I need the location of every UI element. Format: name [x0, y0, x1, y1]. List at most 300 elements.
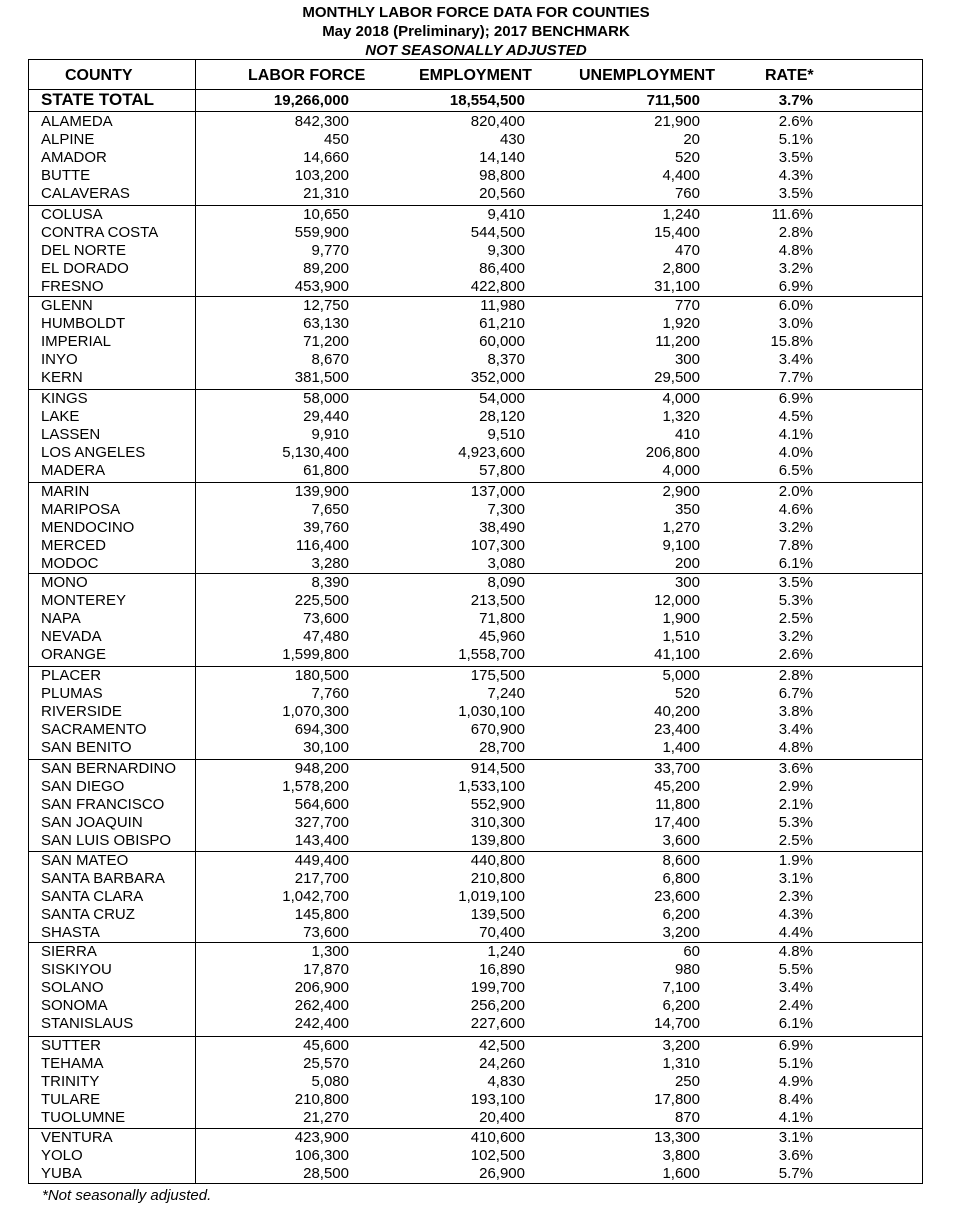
cell-county: TRINITY — [41, 1073, 100, 1091]
cell-county: SUTTER — [41, 1037, 101, 1054]
cell-county: TULARE — [41, 1091, 101, 1109]
cell-employment: 4,830 — [487, 1073, 525, 1091]
cell-rate: 15.8% — [770, 333, 813, 351]
cell-rate: 4.4% — [778, 924, 813, 942]
cell-labor-force: 9,770 — [311, 242, 349, 260]
cell-labor-force: 1,599,800 — [282, 646, 349, 664]
cell-rate: 4.6% — [778, 501, 813, 519]
cell-labor-force: 564,600 — [294, 796, 349, 814]
cell-rate: 6.7% — [778, 685, 813, 703]
cell-rate: 3.4% — [778, 979, 813, 997]
cell-labor-force: 17,870 — [303, 961, 349, 979]
cell-unemployment: 13,300 — [654, 1129, 700, 1146]
cell-unemployment: 40,200 — [654, 703, 700, 721]
column-divider — [195, 60, 196, 1183]
cell-unemployment: 1,600 — [662, 1165, 700, 1183]
state-total-labor-force: 19,266,000 — [273, 92, 349, 109]
cell-employment: 914,500 — [470, 760, 525, 777]
cell-county: SAN BERNARDINO — [41, 760, 177, 777]
cell-employment: 256,200 — [470, 997, 525, 1015]
cell-unemployment: 1,320 — [662, 408, 700, 426]
cell-labor-force: 7,650 — [311, 501, 349, 519]
cell-unemployment: 6,200 — [662, 906, 700, 924]
cell-rate: 4.8% — [778, 943, 813, 960]
cell-employment: 86,400 — [479, 260, 525, 278]
cell-unemployment: 200 — [674, 555, 700, 573]
cell-employment: 102,500 — [470, 1147, 525, 1165]
cell-labor-force: 242,400 — [294, 1015, 349, 1033]
cell-county: SAN JOAQUIN — [41, 814, 143, 832]
cell-county: ALAMEDA — [41, 113, 113, 130]
cell-rate: 2.5% — [778, 610, 813, 628]
cell-employment: 7,240 — [487, 685, 525, 703]
cell-labor-force: 73,600 — [303, 924, 349, 942]
cell-labor-force: 8,670 — [311, 351, 349, 369]
cell-employment: 422,800 — [470, 278, 525, 296]
cell-employment: 139,800 — [470, 832, 525, 850]
cell-employment: 4,923,600 — [458, 444, 525, 462]
cell-rate: 3.4% — [778, 721, 813, 739]
cell-labor-force: 14,660 — [303, 149, 349, 167]
cell-rate: 5.1% — [778, 1055, 813, 1073]
cell-employment: 175,500 — [470, 667, 525, 684]
cell-rate: 5.3% — [778, 814, 813, 832]
cell-rate: 4.1% — [778, 426, 813, 444]
cell-rate: 4.9% — [778, 1073, 813, 1091]
cell-unemployment: 870 — [674, 1109, 700, 1127]
cell-county: NAPA — [41, 610, 81, 628]
cell-employment: 11,980 — [480, 297, 525, 314]
cell-employment: 1,030,100 — [458, 703, 525, 721]
cell-unemployment: 300 — [674, 351, 700, 369]
cell-county: MARIN — [41, 483, 90, 500]
cell-labor-force: 116,400 — [295, 537, 349, 555]
cell-county: SONOMA — [41, 997, 108, 1015]
cell-employment: 57,800 — [479, 462, 525, 480]
cell-labor-force: 1,300 — [311, 943, 349, 960]
cell-unemployment: 1,240 — [662, 206, 700, 223]
cell-employment: 45,960 — [479, 628, 525, 646]
cell-labor-force: 10,650 — [303, 206, 349, 223]
cell-unemployment: 3,200 — [662, 1037, 700, 1054]
col-labor-force: LABOR FORCE — [248, 67, 366, 84]
cell-rate: 6.1% — [778, 555, 813, 573]
cell-county: MODOC — [41, 555, 99, 573]
col-unemployment: UNEMPLOYMENT — [579, 67, 715, 84]
cell-unemployment: 4,000 — [662, 390, 700, 407]
cell-rate: 4.8% — [778, 739, 813, 757]
cell-unemployment: 23,400 — [654, 721, 700, 739]
cell-rate: 2.8% — [778, 667, 813, 684]
cell-employment: 71,800 — [479, 610, 525, 628]
cell-labor-force: 423,900 — [294, 1129, 349, 1146]
cell-employment: 193,100 — [470, 1091, 525, 1109]
title: MONTHLY LABOR FORCE DATA FOR COUNTIES — [302, 4, 650, 21]
cell-rate: 1.9% — [778, 852, 813, 869]
cell-county: PLACER — [41, 667, 102, 684]
cell-county: BUTTE — [41, 167, 91, 185]
cell-labor-force: 106,300 — [294, 1147, 349, 1165]
cell-county: YUBA — [41, 1165, 82, 1183]
cell-employment: 70,400 — [479, 924, 525, 942]
cell-county: SISKIYOU — [41, 961, 112, 979]
cell-labor-force: 262,400 — [294, 997, 349, 1015]
cell-unemployment: 21,900 — [654, 113, 700, 130]
cell-rate: 5.1% — [778, 131, 813, 149]
cell-labor-force: 9,910 — [311, 426, 349, 444]
cell-rate: 3.6% — [778, 760, 813, 777]
cell-unemployment: 6,200 — [662, 997, 700, 1015]
cell-employment: 20,400 — [479, 1109, 525, 1127]
cell-labor-force: 21,310 — [303, 185, 349, 203]
cell-employment: 42,500 — [479, 1037, 525, 1054]
cell-labor-force: 180,500 — [294, 667, 349, 684]
state-total-rate: 3.7% — [778, 92, 813, 109]
cell-unemployment: 20 — [683, 131, 700, 149]
cell-rate: 2.6% — [778, 646, 813, 664]
cell-rate: 6.9% — [778, 1037, 813, 1054]
cell-county: SANTA BARBARA — [41, 870, 165, 888]
cell-county: LOS ANGELES — [41, 444, 146, 462]
cell-unemployment: 15,400 — [654, 224, 700, 242]
cell-employment: 60,000 — [479, 333, 525, 351]
cell-employment: 213,500 — [470, 592, 525, 610]
cell-rate: 3.4% — [778, 351, 813, 369]
cell-rate: 3.5% — [778, 149, 813, 167]
cell-employment: 14,140 — [479, 149, 525, 167]
cell-county: SANTA CRUZ — [41, 906, 135, 924]
cell-rate: 11.6% — [771, 206, 813, 223]
cell-rate: 2.8% — [778, 224, 813, 242]
cell-labor-force: 25,570 — [303, 1055, 349, 1073]
cell-labor-force: 1,070,300 — [282, 703, 349, 721]
cell-county: VENTURA — [41, 1129, 113, 1146]
cell-unemployment: 7,100 — [662, 979, 700, 997]
col-employment: EMPLOYMENT — [419, 67, 532, 84]
cell-employment: 227,600 — [470, 1015, 525, 1033]
cell-employment: 670,900 — [470, 721, 525, 739]
cell-unemployment: 11,200 — [655, 333, 700, 351]
cell-county: RIVERSIDE — [41, 703, 122, 721]
cell-unemployment: 206,800 — [645, 444, 700, 462]
cell-unemployment: 45,200 — [654, 778, 700, 796]
cell-county: MADERA — [41, 462, 106, 480]
cell-county: MONTEREY — [41, 592, 127, 610]
cell-rate: 2.5% — [778, 832, 813, 850]
cell-employment: 28,120 — [479, 408, 525, 426]
cell-labor-force: 21,270 — [303, 1109, 349, 1127]
labor-force-table — [28, 59, 923, 1184]
cell-rate: 5.5% — [778, 961, 813, 979]
cell-rate: 3.1% — [778, 1129, 813, 1146]
cell-labor-force: 12,750 — [303, 297, 349, 314]
cell-unemployment: 1,920 — [662, 315, 700, 333]
cell-employment: 38,490 — [479, 519, 525, 537]
cell-employment: 7,300 — [487, 501, 525, 519]
cell-county: SACRAMENTO — [41, 721, 147, 739]
cell-rate: 5.7% — [778, 1165, 813, 1183]
cell-unemployment: 3,600 — [662, 832, 700, 850]
cell-county: KINGS — [41, 390, 88, 407]
cell-county: HUMBOLDT — [41, 315, 126, 333]
cell-county: CALAVERAS — [41, 185, 130, 203]
cell-rate: 4.3% — [778, 906, 813, 924]
cell-employment: 1,240 — [487, 943, 525, 960]
cell-county: MARIPOSA — [41, 501, 121, 519]
cell-employment: 410,600 — [470, 1129, 525, 1146]
cell-labor-force: 225,500 — [294, 592, 349, 610]
cell-rate: 6.9% — [778, 278, 813, 296]
cell-employment: 199,700 — [470, 979, 525, 997]
cell-employment: 552,900 — [470, 796, 525, 814]
cell-rate: 5.3% — [778, 592, 813, 610]
cell-labor-force: 217,700 — [294, 870, 349, 888]
col-rate: RATE* — [765, 67, 814, 84]
cell-labor-force: 45,600 — [303, 1037, 349, 1054]
total-divider — [29, 111, 922, 112]
cell-labor-force: 39,760 — [303, 519, 349, 537]
cell-unemployment: 17,400 — [654, 814, 700, 832]
cell-rate: 6.1% — [778, 1015, 813, 1033]
cell-labor-force: 1,042,700 — [282, 888, 349, 906]
cell-unemployment: 300 — [674, 574, 700, 591]
cell-county: MERCED — [41, 537, 107, 555]
cell-labor-force: 145,800 — [294, 906, 349, 924]
cell-rate: 7.7% — [778, 369, 813, 387]
cell-unemployment: 1,400 — [662, 739, 700, 757]
cell-employment: 1,558,700 — [458, 646, 525, 664]
cell-rate: 4.1% — [778, 1109, 813, 1127]
cell-labor-force: 73,600 — [303, 610, 349, 628]
cell-labor-force: 1,578,200 — [282, 778, 349, 796]
cell-labor-force: 71,200 — [303, 333, 349, 351]
cell-unemployment: 2,900 — [662, 483, 700, 500]
cell-unemployment: 770 — [674, 297, 700, 314]
cell-employment: 3,080 — [487, 555, 525, 573]
cell-unemployment: 5,000 — [662, 667, 700, 684]
seasonal-note: NOT SEASONALLY ADJUSTED — [365, 42, 587, 59]
cell-county: ORANGE — [41, 646, 107, 664]
cell-labor-force: 842,300 — [294, 113, 349, 130]
cell-employment: 139,500 — [470, 906, 525, 924]
cell-unemployment: 350 — [674, 501, 700, 519]
cell-employment: 107,300 — [470, 537, 525, 555]
state-total-employment: 18,554,500 — [449, 92, 525, 109]
cell-unemployment: 760 — [674, 185, 700, 203]
cell-rate: 4.8% — [778, 242, 813, 260]
cell-county: LAKE — [41, 408, 80, 426]
cell-unemployment: 1,510 — [662, 628, 700, 646]
cell-labor-force: 948,200 — [294, 760, 349, 777]
cell-county: MONO — [41, 574, 88, 591]
cell-county: DEL NORTE — [41, 242, 127, 260]
cell-labor-force: 61,800 — [303, 462, 349, 480]
cell-rate: 3.5% — [778, 185, 813, 203]
cell-unemployment: 3,800 — [662, 1147, 700, 1165]
cell-employment: 137,000 — [470, 483, 525, 500]
col-county: COUNTY — [65, 67, 133, 84]
cell-county: SAN LUIS OBISPO — [41, 832, 172, 850]
cell-employment: 544,500 — [470, 224, 525, 242]
cell-labor-force: 8,390 — [311, 574, 349, 591]
cell-rate: 2.9% — [778, 778, 813, 796]
cell-employment: 24,260 — [479, 1055, 525, 1073]
cell-unemployment: 410 — [674, 426, 700, 444]
cell-labor-force: 47,480 — [303, 628, 349, 646]
cell-labor-force: 694,300 — [294, 721, 349, 739]
cell-unemployment: 4,400 — [662, 167, 700, 185]
cell-employment: 98,800 — [479, 167, 525, 185]
cell-unemployment: 520 — [674, 685, 700, 703]
subtitle: May 2018 (Preliminary); 2017 BENCHMARK — [322, 23, 630, 40]
cell-rate: 6.5% — [778, 462, 813, 480]
cell-employment: 8,370 — [487, 351, 525, 369]
cell-labor-force: 449,400 — [294, 852, 349, 869]
cell-unemployment: 60 — [683, 943, 700, 960]
state-total-unemployment: 711,500 — [646, 92, 700, 109]
cell-unemployment: 6,800 — [662, 870, 700, 888]
cell-county: SAN MATEO — [41, 852, 129, 869]
footnote: *Not seasonally adjusted. — [42, 1187, 212, 1204]
cell-labor-force: 103,200 — [294, 167, 349, 185]
cell-rate: 2.0% — [778, 483, 813, 500]
cell-labor-force: 29,440 — [303, 408, 349, 426]
cell-labor-force: 381,500 — [294, 369, 349, 387]
cell-unemployment: 1,900 — [662, 610, 700, 628]
cell-employment: 16,890 — [479, 961, 525, 979]
cell-unemployment: 250 — [674, 1073, 700, 1091]
cell-rate: 2.4% — [778, 997, 813, 1015]
cell-county: SAN DIEGO — [41, 778, 125, 796]
cell-employment: 28,700 — [479, 739, 525, 757]
cell-unemployment: 9,100 — [662, 537, 700, 555]
cell-employment: 210,800 — [470, 870, 525, 888]
cell-labor-force: 139,900 — [294, 483, 349, 500]
cell-county: SAN BENITO — [41, 739, 132, 757]
cell-county: SHASTA — [41, 924, 100, 942]
cell-rate: 6.9% — [778, 390, 813, 407]
cell-employment: 8,090 — [487, 574, 525, 591]
cell-unemployment: 41,100 — [654, 646, 700, 664]
cell-county: TEHAMA — [41, 1055, 104, 1073]
cell-labor-force: 28,500 — [303, 1165, 349, 1183]
cell-rate: 3.8% — [778, 703, 813, 721]
cell-county: ALPINE — [41, 131, 95, 149]
cell-employment: 9,510 — [487, 426, 525, 444]
cell-unemployment: 520 — [674, 149, 700, 167]
cell-unemployment: 29,500 — [654, 369, 700, 387]
cell-county: PLUMAS — [41, 685, 103, 703]
cell-rate: 3.2% — [778, 628, 813, 646]
cell-county: AMADOR — [41, 149, 107, 167]
cell-unemployment: 1,310 — [662, 1055, 700, 1073]
cell-labor-force: 3,280 — [311, 555, 349, 573]
cell-rate: 7.8% — [778, 537, 813, 555]
cell-county: MENDOCINO — [41, 519, 135, 537]
cell-county: EL DORADO — [41, 260, 129, 278]
cell-labor-force: 5,080 — [311, 1073, 349, 1091]
cell-employment: 352,000 — [470, 369, 525, 387]
cell-employment: 1,019,100 — [458, 888, 525, 906]
cell-employment: 54,000 — [479, 390, 525, 407]
cell-unemployment: 33,700 — [654, 760, 700, 777]
cell-employment: 1,533,100 — [458, 778, 525, 796]
cell-rate: 2.1% — [778, 796, 813, 814]
cell-county: SAN FRANCISCO — [41, 796, 165, 814]
cell-labor-force: 58,000 — [303, 390, 349, 407]
cell-unemployment: 8,600 — [662, 852, 700, 869]
cell-county: LASSEN — [41, 426, 101, 444]
cell-county: NEVADA — [41, 628, 102, 646]
cell-unemployment: 3,200 — [662, 924, 700, 942]
cell-unemployment: 1,270 — [662, 519, 700, 537]
cell-county: SOLANO — [41, 979, 104, 997]
cell-county: SANTA CLARA — [41, 888, 144, 906]
cell-county: IMPERIAL — [41, 333, 112, 351]
cell-labor-force: 143,400 — [294, 832, 349, 850]
cell-rate: 2.6% — [778, 113, 813, 130]
cell-unemployment: 980 — [674, 961, 700, 979]
cell-unemployment: 12,000 — [654, 592, 700, 610]
cell-county: FRESNO — [41, 278, 104, 296]
cell-employment: 820,400 — [470, 113, 525, 130]
cell-county: YOLO — [41, 1147, 83, 1165]
state-total-label: STATE TOTAL — [41, 90, 155, 109]
cell-county: CONTRA COSTA — [41, 224, 159, 242]
cell-unemployment: 31,100 — [654, 278, 700, 296]
cell-rate: 4.0% — [778, 444, 813, 462]
cell-rate: 8.4% — [778, 1091, 813, 1109]
cell-rate: 3.2% — [778, 260, 813, 278]
cell-unemployment: 11,800 — [655, 796, 700, 814]
cell-county: INYO — [41, 351, 78, 369]
cell-rate: 2.3% — [778, 888, 813, 906]
cell-employment: 26,900 — [479, 1165, 525, 1183]
cell-rate: 3.1% — [778, 870, 813, 888]
cell-unemployment: 470 — [674, 242, 700, 260]
header-divider — [29, 89, 922, 90]
cell-labor-force: 559,900 — [294, 224, 349, 242]
cell-rate: 4.3% — [778, 167, 813, 185]
cell-rate: 3.5% — [778, 574, 813, 591]
cell-rate: 4.5% — [778, 408, 813, 426]
cell-labor-force: 206,900 — [294, 979, 349, 997]
cell-county: SIERRA — [41, 943, 97, 960]
cell-county: GLENN — [41, 297, 93, 314]
cell-rate: 3.6% — [778, 1147, 813, 1165]
cell-unemployment: 14,700 — [654, 1015, 700, 1033]
cell-rate: 6.0% — [778, 297, 813, 314]
cell-employment: 9,410 — [487, 206, 525, 223]
cell-county: STANISLAUS — [41, 1015, 134, 1033]
cell-unemployment: 17,800 — [654, 1091, 700, 1109]
cell-employment: 430 — [499, 131, 525, 149]
cell-labor-force: 327,700 — [294, 814, 349, 832]
cell-rate: 3.2% — [778, 519, 813, 537]
cell-county: COLUSA — [41, 206, 103, 223]
cell-employment: 310,300 — [470, 814, 525, 832]
cell-employment: 9,300 — [487, 242, 525, 260]
cell-employment: 440,800 — [470, 852, 525, 869]
cell-rate: 3.0% — [778, 315, 813, 333]
cell-employment: 20,560 — [479, 185, 525, 203]
cell-unemployment: 4,000 — [662, 462, 700, 480]
cell-labor-force: 30,100 — [303, 739, 349, 757]
cell-labor-force: 63,130 — [303, 315, 349, 333]
cell-labor-force: 7,760 — [311, 685, 349, 703]
cell-labor-force: 450 — [323, 131, 349, 149]
cell-labor-force: 89,200 — [303, 260, 349, 278]
